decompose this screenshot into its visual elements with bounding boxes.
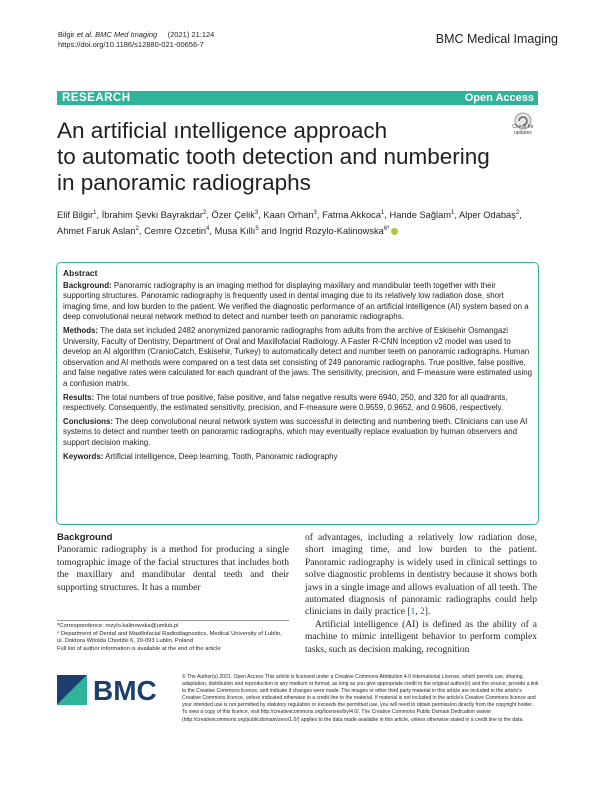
author-name[interactable]: Özer Çelik [211, 210, 255, 221]
section-text: The deep convolutional neural network system was successful in detecting and numbering teeth. Clinicians can use AI systems to detect and number teeth on panoramic radiographs, which may eventually replace evaluation by human observers and support decision making. [63, 416, 528, 447]
citation-authors: Bilgir [58, 30, 75, 39]
affiliation-mark: 2 [135, 226, 139, 233]
section-label: Keywords: [63, 451, 104, 461]
author-name[interactable]: Musa Kıllı [214, 226, 256, 237]
footnotes [57, 620, 289, 653]
affiliation-mark: 1 [380, 210, 385, 216]
author-name[interactable]: İbrahim Şevki Bayrakdar [101, 210, 203, 221]
title-line: to automatic tooth detection and numbering [57, 144, 490, 169]
affiliation-mark: 3 [254, 210, 259, 216]
author-name[interactable]: Ingrid Rozylo-Kalinowska [279, 226, 384, 237]
body-right-column [305, 532, 537, 656]
author-name[interactable]: Hande Sağlam [389, 210, 451, 221]
abstract-background [63, 281, 532, 323]
author-name[interactable]: Fatma Akkoca [322, 210, 381, 221]
reference-link[interactable]: 2 [420, 607, 425, 618]
journal-name: BMC Medical Imaging [435, 32, 558, 46]
article-title [57, 118, 497, 196]
affiliation-mark: 1 [451, 210, 455, 216]
body-paragraph: Panoramic radiography is a method for producing a single tomographic image of the facial structures that includes both the maxillary and mandibular dental teeth and their supporting structures. It has a number [57, 545, 289, 593]
reference-link[interactable]: 1 [410, 607, 416, 618]
affiliation-mark: 2 [515, 210, 520, 216]
open-access-label: Open Access [464, 92, 534, 104]
license-text: © The Author(s) 2021. Open Access This article is licensed under a Creative Commons Attribution 4.0 International License, which permits use, sharing, adaptation, distribution and reproduction in any medium or format, as long as you give appropriate credit to the original author(s) and the source, provide a link to the Creative Commons licence, and indicate if changes were made. The images or other third party material in this article are included in the article's Creative Commons licence, unless indicated otherwise in a credit line to the material. If material is not included in the article's Creative Commons licence and your intended use is not permitted by statutory regulation or exceeds the permitted use, you will need to obtain permission directly from the copyright holder. To view a copy of this licence, visit http://creativecommons.org/licenses/by/4.0/. The Creative Commons Public Domain Dedication waiver (http://creativecommons.org/publicdomain/zero/1.0/) applies to the data made available in this article, unless otherwise stated in a credit line to the data. [182, 674, 539, 723]
bmc-logo [57, 675, 167, 705]
affiliation-mark: 6* [383, 226, 390, 233]
affiliation-mark: 5 [255, 226, 259, 233]
affiliation-note: ⁶ Department of Dental and Maxillofacial Radiodiagnostics, Medical University of Lublin, ul. Doktora Witolda Chodźki 6, 20-093 Lublin, Poland [57, 630, 282, 645]
section-label: Methods: [63, 325, 99, 335]
author-name[interactable]: Kaan Orhan [263, 210, 314, 221]
citation-year: (2021) 21:124 [167, 30, 215, 39]
affiliation-mark: 4 [206, 226, 210, 233]
author-name[interactable]: Elif Bilgir [57, 210, 94, 221]
section-label: Background: [63, 280, 112, 290]
author-name[interactable]: Ahmet Faruk Aslan [57, 226, 136, 237]
author-name[interactable]: Alper Odabaş [459, 210, 516, 221]
section-label: Conclusions: [63, 416, 113, 426]
title-line: An artificial ıntelligence approach [57, 118, 388, 143]
author-info-note: Full list of author information is available at the end of the article [57, 645, 221, 652]
title-line: in panoramic radiographs [57, 170, 311, 195]
doi-link[interactable]: https://doi.org/10.1186/s12880-021-00656-7 [58, 40, 204, 49]
abstract-box [56, 262, 539, 525]
body-text: , [415, 607, 421, 618]
background-heading: Background [57, 532, 113, 543]
orcid-icon[interactable] [391, 228, 398, 235]
correspondence-note: *Correspondence: rozylo.kalinowska@umlub.pl [57, 623, 179, 629]
section-banner [57, 91, 538, 105]
abstract-heading: Abstract [63, 268, 98, 278]
citation-header [58, 30, 308, 50]
section-text: The data set included 2482 anonymized panoramic radiographs from adults from the archive of Eskisehir Osmangazi University, Faculty of Dentistry, Department of Oral and Maxillofacial Radiology. A Faster R-CNN Inception v2 model was used to develop an AI algorithm (CranioCatch, Eskisehir, Turkey) to automatically detect and number teeth on panoramic radiographs. Human observation and AI methods were compared on a test data set consisting of 249 panoramic radiographs. True positive, false positive, and false negative rates were calculated for each quadrant of the jaws. The sensitivity, precision, and F-measure were estimated using a confusion matrix. [63, 325, 533, 388]
body-paragraph: Artificial intelligence (AI) is defined as the ability of a machine to mimic intelligent behavior to perform complex tasks, such as decision making, recognition [305, 619, 537, 655]
body-left-column [57, 532, 289, 594]
body-paragraph [305, 532, 537, 619]
author-name[interactable]: Cemre Ozcetin [144, 226, 207, 237]
affiliation-mark: 1 [93, 210, 97, 216]
section-text: The total numbers of true positive, false positive, and false negative results were 6940, 250, and 320 for all quadrants, respectively. Consequently, the estimated sensitivity, precision, and F-measure were 0.9559, 0.9652, and 0.9606, respectively. [63, 392, 508, 413]
abstract-methods [63, 326, 532, 390]
section-label: Results: [63, 392, 95, 402]
author-list: Elif Bilgir$^1$, İbrahim Şevki Bayrakdar$^2$, Özer Çelik$^3$, Kaan Orhan$^3$, Fatma Akkoca$^1$, Hande Sağlam$^1$, Alper Odabaş$^2$, Ahmet Faruk Aslan$^2$, Cemre Ozcetin$^4$, Musa Kıllı$^5$ and Ingrid Rozylo-Kalinowska$^{6*}$ [57, 210, 522, 237]
section-text: Panoramic radiography is an imaging method for displaying maxillary and mandibular teeth together with their supporting structures. Panoramic radiography is frequently used in dental imaging due to its relatively low radiation dose, short imaging time, and low burden to the patient. We verified the diagnostic performance of an artificial intelligence (AI) system based on a deep convolutional neural network method to detect and number teeth on panoramic radiographs. [63, 280, 529, 322]
affiliation-mark: 2 [202, 210, 207, 216]
check-for-updates-label[interactable]: Check for updates [512, 124, 534, 136]
abstract-keywords [63, 452, 532, 463]
section-text: Artificial intelligence, Deep learning, Tooth, Panoramic radiography [105, 451, 338, 461]
body-text: ]. [424, 607, 431, 618]
section-label: RESEARCH [62, 92, 131, 104]
bmc-logo-text: BMC [93, 675, 157, 705]
affiliation-mark: 3 [313, 210, 317, 216]
body-text: of advantages, including a relatively low radiation dose, short imaging time, and low burden to the patient. Panoramic radiography is widely used in clinical settings to solve diagnostic problems in dentistry because it shows both jaws in a single image and allows evaluation of all teeth. The automated diagnosis of panoramic radiographs could help clinicians in daily practice [ [305, 533, 537, 618]
citation-journal: et al. BMC Med Imaging [76, 30, 158, 39]
abstract-conclusions [63, 417, 532, 449]
abstract-results [63, 393, 532, 414]
